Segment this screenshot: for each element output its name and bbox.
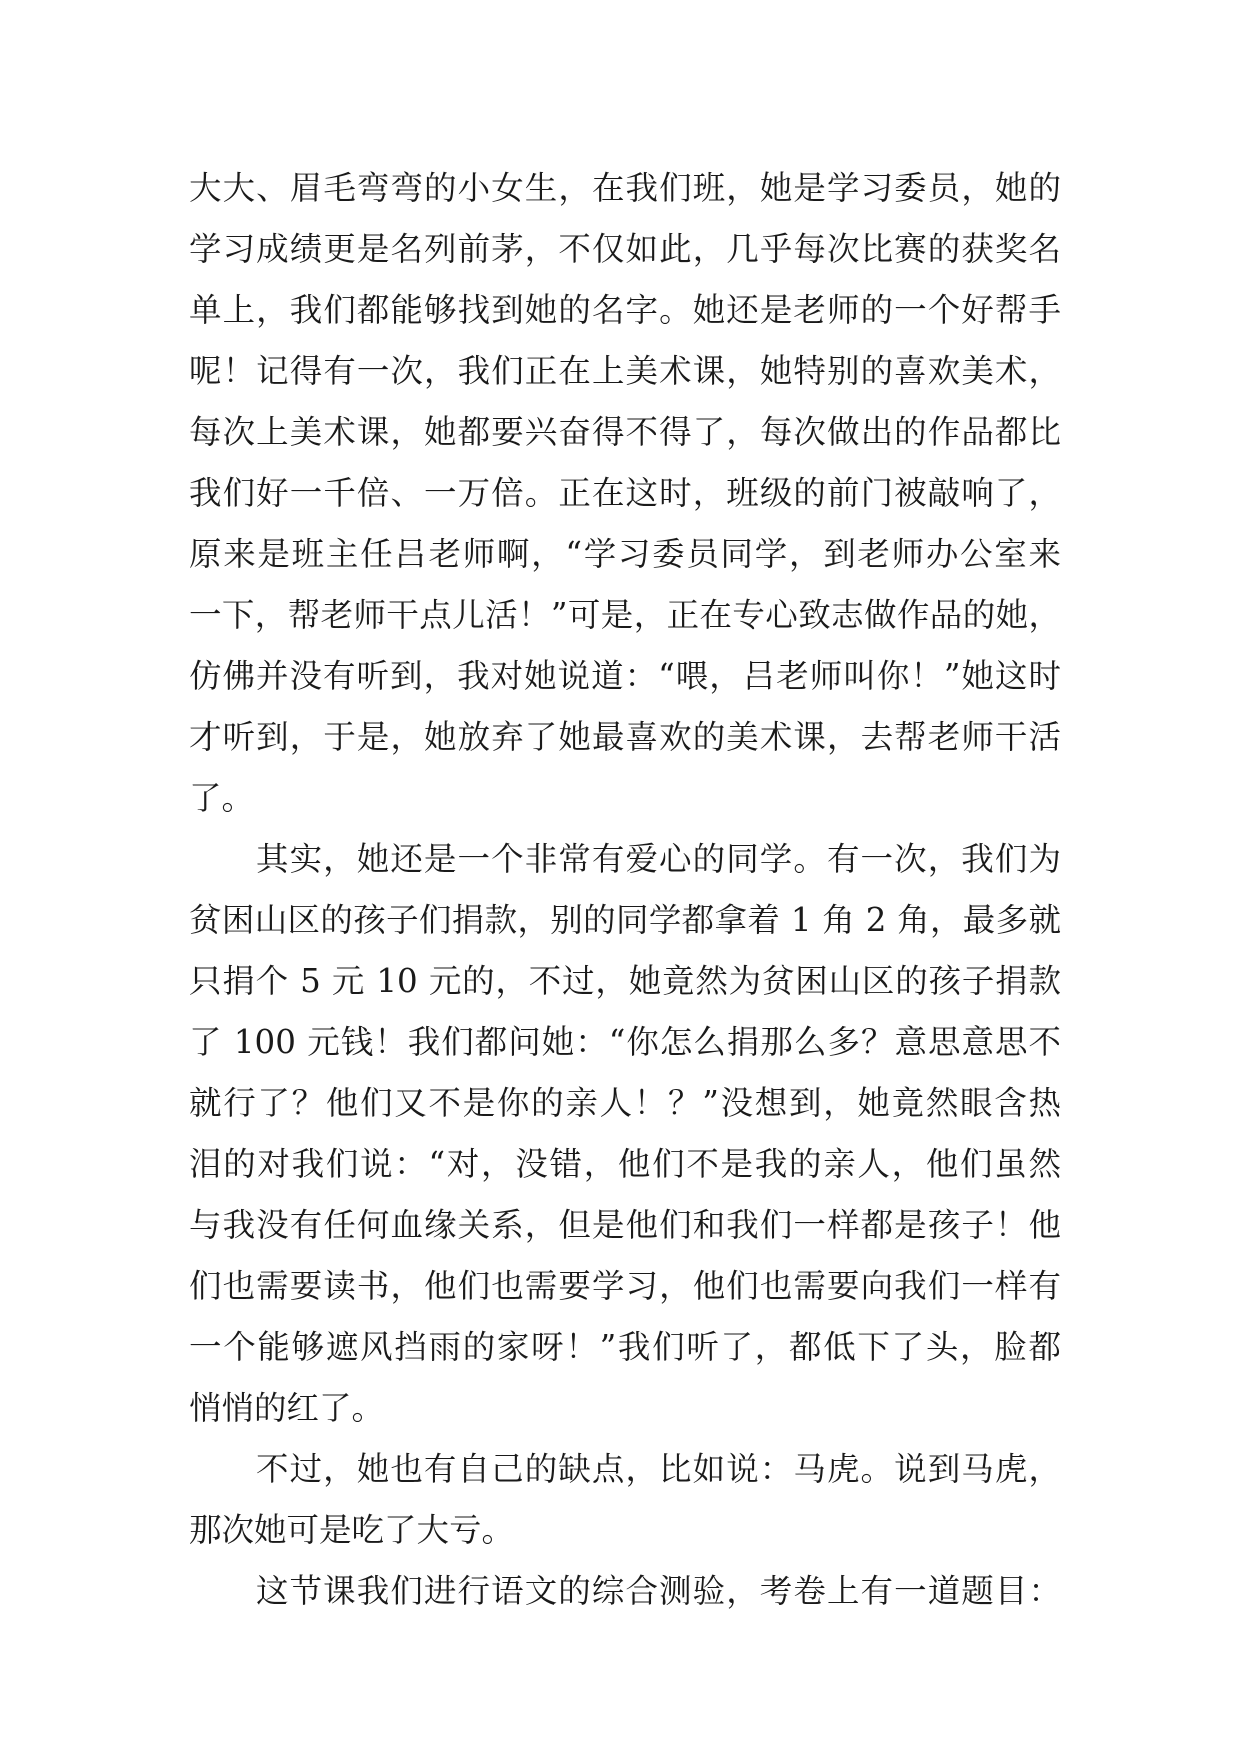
text-line: 仿佛并没有听到，我对她说道：“喂，吕老师叫你！”她这时 (189, 657, 1061, 695)
text-line: 每次上美术课，她都要兴奋得不得了，每次做出的作品都比 (189, 413, 1061, 451)
text-line: 与我没有任何血缘关系，但是他们和我们一样都是孩子！他 (189, 1206, 1061, 1244)
text-line: 才听到，于是，她放弃了她最喜欢的美术课，去帮老师干活 (189, 718, 1061, 756)
text-line: 不过，她也有自己的缺点，比如说：马虎。说到马虎， (256, 1450, 1061, 1488)
text-line: 一个能够遮风挡雨的家呀！”我们听了，都低下了头，脸都 (189, 1328, 1061, 1366)
text-line: 大大、眉毛弯弯的小女生，在我们班，她是学习委员，她的 (189, 169, 1061, 207)
text-line: 那次她可是吃了大亏。 (189, 1511, 515, 1549)
text-line: 这节课我们进行语文的综合测验，考卷上有一道题目： (256, 1572, 1061, 1610)
text-line: 就行了？他们又不是你的亲人！？”没想到，她竟然眼含热 (189, 1084, 1061, 1122)
text-line: 我们好一千倍、一万倍。正在这时，班级的前门被敲响了， (189, 474, 1061, 512)
text-line: 原来是班主任吕老师啊，“学习委员同学，到老师办公室来 (189, 535, 1061, 573)
text-line: 们也需要读书，他们也需要学习，他们也需要向我们一样有 (189, 1267, 1061, 1305)
text-line: 只捐个 5 元 10 元的，不过，她竟然为贫困山区的孩子捐款 (189, 962, 1061, 1000)
body-text (189, 158, 1061, 1622)
text-line: 学习成绩更是名列前茅，不仅如此，几乎每次比赛的获奖名 (189, 230, 1061, 268)
text-line: 了。 (189, 779, 255, 817)
text-line: 泪的对我们说：“对，没错，他们不是我的亲人，他们虽然 (189, 1145, 1061, 1183)
text-line: 呢！记得有一次，我们正在上美术课，她特别的喜欢美术， (189, 352, 1061, 390)
text-line: 单上，我们都能够找到她的名字。她还是老师的一个好帮手 (189, 291, 1061, 329)
text-line: 了 100 元钱！我们都问她：“你怎么捐那么多？意思意思不 (189, 1023, 1061, 1061)
text-line: 悄悄的红了。 (189, 1389, 385, 1427)
text-line: 贫困山区的孩子们捐款，别的同学都拿着 1 角 2 角，最多就 (189, 901, 1061, 939)
text-line: 一下，帮老师干点儿活！”可是，正在专心致志做作品的她， (189, 596, 1061, 634)
text-line: 其实，她还是一个非常有爱心的同学。有一次，我们为 (256, 840, 1061, 878)
